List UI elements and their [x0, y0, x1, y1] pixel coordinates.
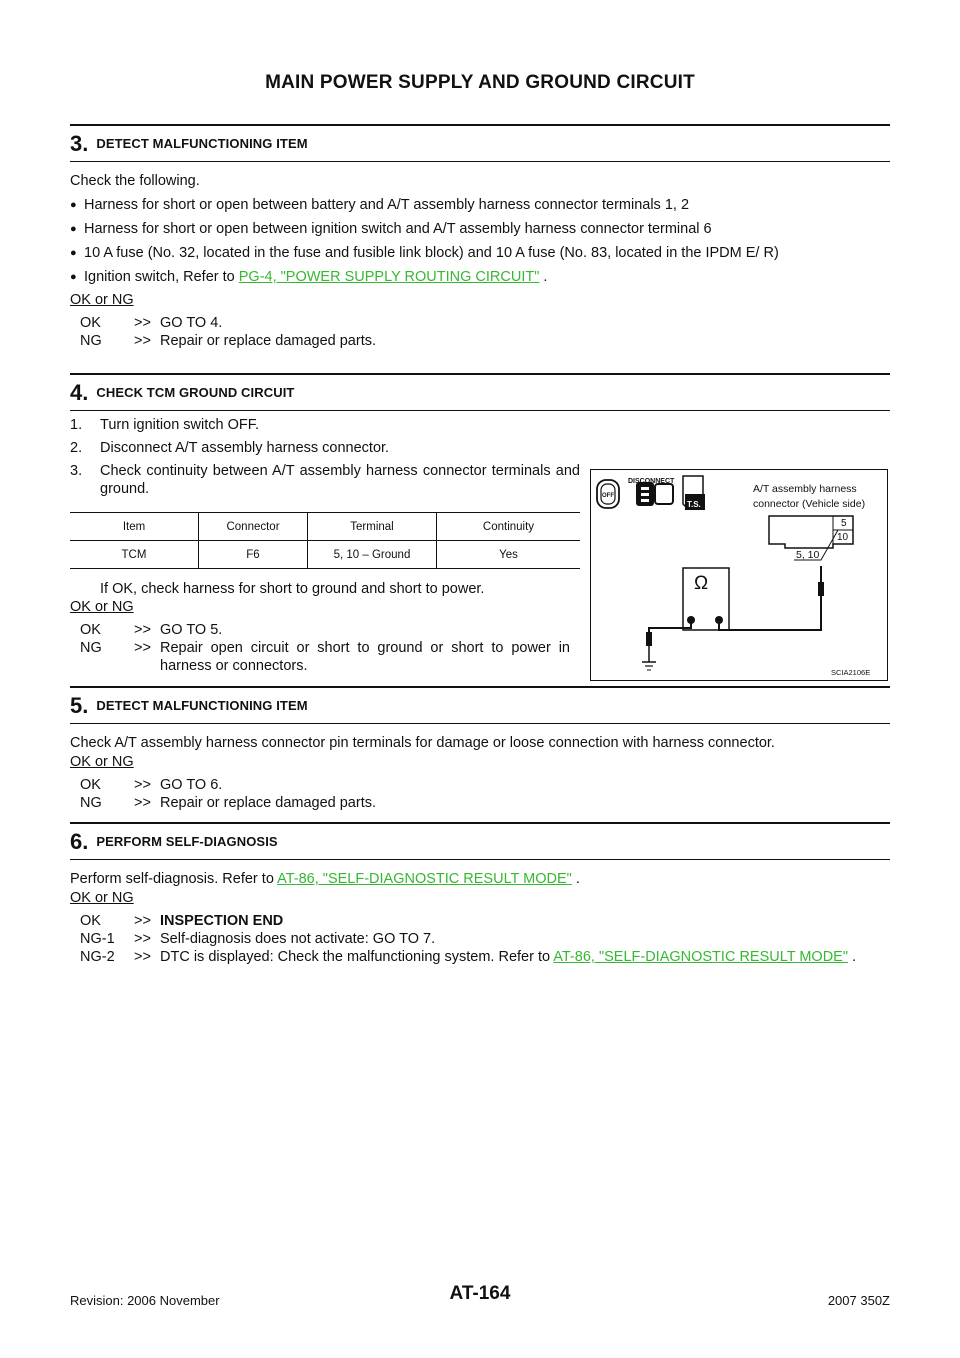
step-5-header: [70, 686, 890, 724]
ok-or-ng-label: OK or NG: [70, 754, 134, 770]
ok-or-ng-label: OK or NG: [70, 890, 134, 906]
step-5-section: [70, 686, 890, 812]
step-3-header: [70, 124, 890, 162]
step-title: DETECT MALFUNCTIONING ITEM: [96, 698, 308, 713]
list-item: ● 10 A fuse (No. 32, located in the fuse and fusible link block) and 10 A fuse (No. 83, located in the IPDM E/ R): [70, 245, 779, 261]
at86-reference-link[interactable]: AT-86, "SELF-DIAGNOSTIC RESULT MODE": [277, 871, 572, 887]
pg4-reference-link[interactable]: PG-4, "POWER SUPPLY ROUTING CIRCUIT": [238, 269, 540, 285]
ok-or-ng-label: OK or NG: [70, 292, 134, 308]
result-row: NG >> Repair or replace damaged parts.: [80, 333, 377, 349]
ohm-icon: Ω: [694, 573, 709, 594]
step-title: DETECT MALFUNCTIONING ITEM: [96, 136, 308, 151]
ground-symbol: [642, 662, 656, 670]
list-item: 1. Turn ignition switch OFF.: [70, 417, 260, 433]
bullet-icon: ●: [70, 199, 77, 211]
pin-label: 5: [841, 518, 847, 529]
result-row: OK >> GO TO 5.: [80, 622, 223, 638]
step-note: If OK, check harness for short to ground and short to power.: [100, 581, 485, 597]
page-title: MAIN POWER SUPPLY AND GROUND CIRCUIT: [265, 72, 695, 93]
disconnect-label: DISCONNECT: [628, 478, 675, 485]
step-6-header: [70, 822, 890, 860]
list-item: 2. Disconnect A/T assembly harness connector.: [70, 440, 390, 456]
connector-label: connector (Vehicle side): [753, 498, 866, 510]
pin-label: 10: [837, 532, 849, 543]
step-4-header: [70, 373, 890, 411]
result-row: NG-2 >> DTC is displayed: Check the malfunctioning system. Refer to AT-86, "SELF-DIAGNOSTIC RESULT MODE" .: [80, 949, 857, 965]
figure-code: SCIA2106E: [831, 668, 871, 677]
list-item: 3. Check continuity between A/T assembly harness connector terminals and ground.: [70, 463, 580, 497]
off-label: OFF: [602, 493, 614, 499]
result-row: OK >> INSPECTION END: [80, 913, 284, 929]
result-row: NG-1 >> Self-diagnosis does not activate: GO TO 7.: [80, 931, 436, 947]
footer-model: 2007 350Z: [827, 1293, 890, 1308]
bullet-icon: ●: [70, 247, 77, 259]
step-number: 4.: [70, 379, 89, 405]
connector-diagram: [590, 469, 888, 681]
step-number: 3.: [70, 130, 89, 156]
probe-wires: [646, 566, 824, 662]
ok-or-ng-label: OK or NG: [70, 599, 134, 615]
at86-reference-link[interactable]: AT-86, "SELF-DIAGNOSTIC RESULT MODE": [553, 949, 848, 965]
probe-label: 5, 10: [796, 549, 820, 561]
result-row: OK >> GO TO 6.: [80, 777, 223, 793]
step-number: 6.: [70, 828, 89, 854]
list-item: ● Ignition switch, Refer to PG-4, "POWER SUPPLY ROUTING CIRCUIT" .: [70, 269, 548, 285]
table-header: Terminal: [308, 513, 437, 541]
table-header: Continuity: [437, 513, 581, 541]
step-intro: Check the following.: [70, 173, 200, 189]
ts-label: T.S.: [687, 500, 701, 509]
result-row: NG >> Repair or replace damaged parts.: [80, 795, 377, 811]
step-title: CHECK TCM GROUND CIRCUIT: [96, 385, 295, 400]
result-row: NG >> Repair open circuit or short to ground or short to power in harness or connectors.: [80, 640, 570, 674]
table-header: Item: [70, 513, 199, 541]
connector-label: A/T assembly harness: [753, 483, 857, 495]
step-6-section: [70, 822, 890, 966]
page-number: AT-164: [449, 1283, 511, 1304]
step-text: Check A/T assembly harness connector pin terminals for damage or loose connection with harness connector.: [70, 735, 775, 751]
continuity-table: [70, 512, 580, 569]
table-row: TCM F6 5, 10 – Ground Yes: [70, 541, 580, 569]
footer-revision: Revision: 2006 November: [70, 1293, 220, 1308]
step-text: Perform self-diagnosis. Refer to AT-86, "SELF-DIAGNOSTIC RESULT MODE" .: [70, 871, 580, 887]
bullet-icon: ●: [70, 223, 77, 235]
step-number: 5.: [70, 692, 89, 718]
table-header: Connector: [199, 513, 308, 541]
list-item: ● Harness for short or open between battery and A/T assembly harness connector terminals 1, 2: [70, 197, 690, 213]
step-title: PERFORM SELF-DIAGNOSIS: [96, 834, 278, 849]
result-row: OK >> GO TO 4.: [80, 315, 223, 331]
step-3-section: [70, 124, 890, 350]
list-item: ● Harness for short or open between ignition switch and A/T assembly harness connector terminal 6: [70, 221, 712, 237]
bullet-icon: ●: [70, 271, 77, 283]
